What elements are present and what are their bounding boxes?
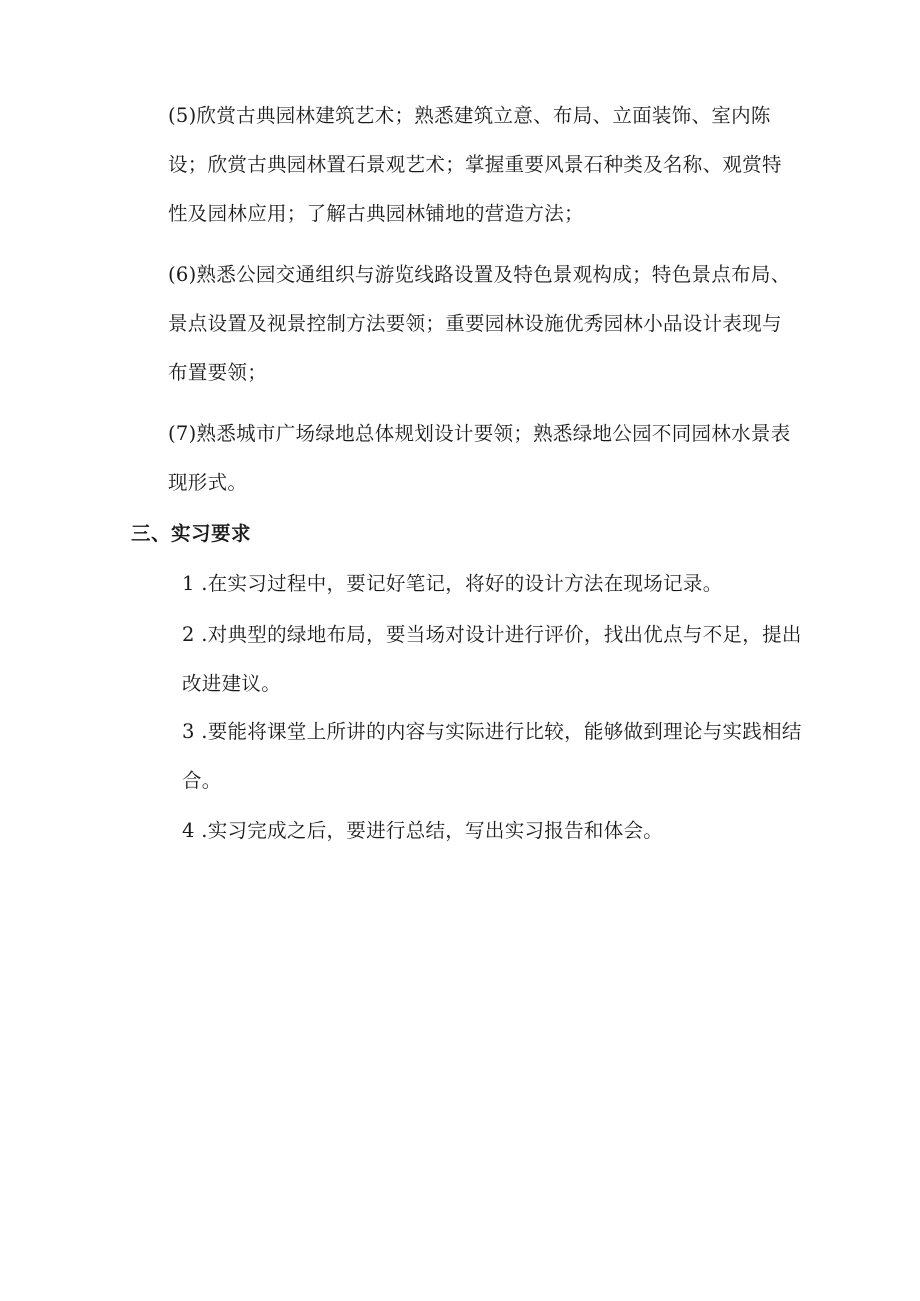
requirement-item-3-line-2: 合。	[182, 769, 222, 792]
requirement-item-1-line-1: 1 .在实习过程中，要记好笔记，将好的设计方法在现场记录。	[182, 572, 723, 595]
paragraph-5-line-3: 性及园林应用；了解古典园林铺地的营造方法；	[168, 202, 584, 225]
paragraph-7-line-1: (7)熟悉城市广场绿地总体规划设计要领；熟悉绿地公园不同园林水景表	[168, 422, 791, 445]
paragraph-6-line-3: 布置要领；	[168, 361, 268, 384]
requirement-item-4-line-1: 4 .实习完成之后，要进行总结，写出实习报告和体会。	[182, 819, 664, 842]
paragraph-6-line-1: (6)熟悉公园交通组织与游览线路设置及特色景观构成；特色景点布局、	[168, 263, 791, 286]
requirement-item-3-line-1: 3 .要能将课堂上所讲的内容与实际进行比较，能够做到理论与实践相结	[182, 720, 802, 743]
requirement-item-2-line-1: 2 .对典型的绿地布局，要当场对设计进行评价，找出优点与不足，提出	[182, 623, 802, 646]
paragraph-6-line-2: 景点设置及视景控制方法要领；重要园林设施优秀园林小品设计表现与	[168, 312, 782, 335]
paragraph-5-line-2: 设；欣赏古典园林置石景观艺术；掌握重要风景石种类及名称、观赏特	[168, 153, 782, 176]
requirement-item-2-line-2: 改进建议。	[182, 672, 282, 695]
paragraph-5-line-1: (5)欣赏古典园林建筑艺术；熟悉建筑立意、布局、立面装饰、室内陈	[168, 104, 771, 127]
section-heading: 三、实习要求	[131, 522, 252, 545]
paragraph-7-line-2: 现形式。	[168, 471, 248, 494]
